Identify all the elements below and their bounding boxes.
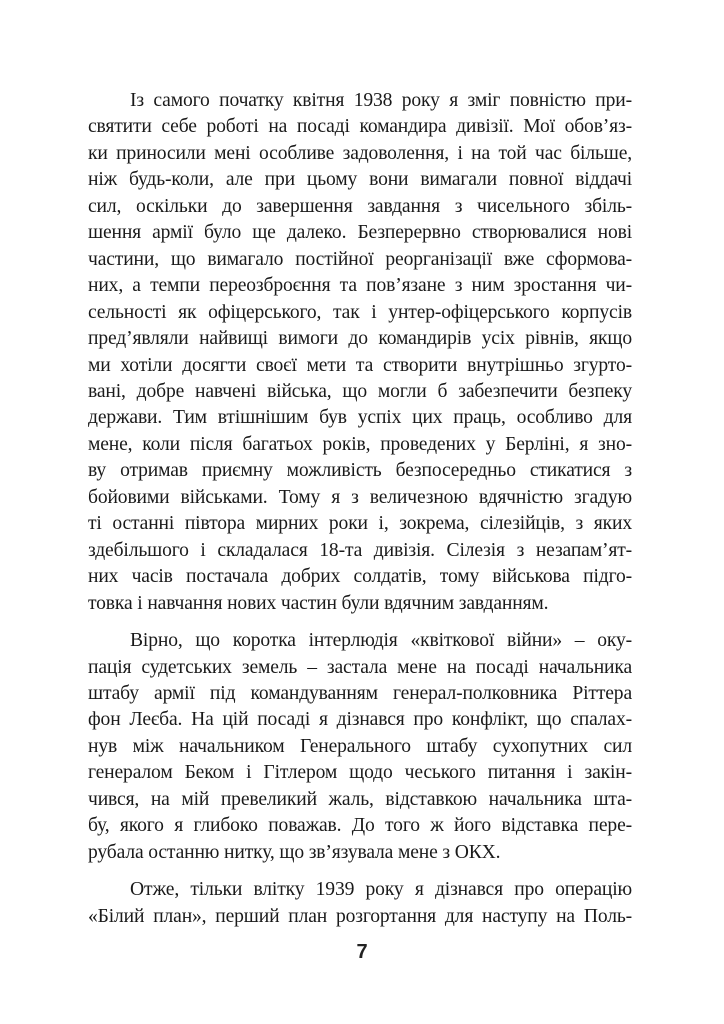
text-line: бу, якого я глибоко поважав. До того ж його відставка пере-: [88, 815, 632, 837]
text-line: штабу армії під командуванням генерал-полковника Ріттера: [88, 682, 632, 704]
paragraph-gap: [88, 866, 632, 877]
text-line: Із самого початку квітня 1938 року я зміг повністю при-: [130, 90, 632, 111]
paragraph: [88, 628, 632, 866]
text-line: бойовими військами. Тому я з величезною вдячністю згадую: [88, 486, 632, 508]
paragraph: [88, 88, 632, 617]
text-line: рубала останню нитку, що зв’язувала мене з ОКХ.: [88, 841, 501, 863]
text-line: пред’являли найвищі вимоги до командирів усіх рівнів, якщо: [88, 328, 632, 350]
text-line: фон Леєба. На цій посаді я дізнався про конфлікт, що спалах-: [88, 709, 632, 731]
text-line: ву отримав приємну можливість безпосередньо стикатися з: [88, 460, 632, 482]
text-line: товка і навчання нових частин були вдячним завданням.: [88, 592, 549, 614]
paragraph: [88, 877, 632, 930]
text-line: нув між начальником Генерального штабу сухопутних сил: [88, 735, 632, 757]
text-line: ки приносили мені особливе задоволення, і на той час більше,: [88, 142, 632, 164]
page-number: 7: [356, 941, 368, 963]
paragraph-gap: [88, 617, 632, 628]
text-line: генералом Беком і Гітлером щодо чеського питання і закін-: [88, 762, 632, 784]
text-line: «Білий план», перший план розгортання для наступу на Поль-: [88, 905, 632, 927]
text-line: сельності як офіцерського, так і унтер-офіцерського корпусів: [88, 301, 632, 323]
text-line: держави. Тим втішнішим був успіх цих праць, особливо для: [88, 407, 632, 429]
page-body: [88, 88, 632, 930]
text-line: них часів постачала добрих солдатів, тому військова підго-: [88, 566, 632, 588]
text-line: частини, що вимагало постійної реорганізації вже сформова-: [88, 248, 632, 270]
text-line: Вірно, що коротка інтерлюдія «квіткової війни» – оку-: [130, 630, 632, 652]
text-line: них, а темпи переозброєння та пов’язане з ним зростання чи-: [88, 275, 632, 297]
text-line: чився, на мій превеликий жаль, відставкою начальника шта-: [88, 788, 632, 810]
text-line: шення армії було ще далеко. Безперервно створювалися нові: [88, 222, 632, 244]
text-line: вані, добре навчені війська, що могли б забезпечити безпеку: [88, 380, 632, 402]
text-line: сил, оскільки до завершення завдання з чисельного збіль-: [88, 195, 632, 217]
text-line: ми хотіли досягти своєї мети та створити внутрішньо згурто-: [88, 354, 632, 376]
text-line: Отже, тільки влітку 1939 року я дізнався про операцію: [130, 879, 632, 901]
text-line: ніж будь-коли, але при цьому вони вимагали повної віддачі: [88, 169, 632, 191]
text-line: мене, коли після багатьох років, проведених у Берліні, я зно-: [88, 433, 632, 455]
text-line: ті останні півтора мирних роки і, зокрема, сілезійців, з яких: [88, 513, 632, 535]
text-line: пація судетських земель – застала мене на посаді начальника: [88, 656, 632, 678]
text-line: здебільшого і складалася 18-та дивізія. Сілезія з незапам’ят-: [88, 539, 632, 561]
text-line: святити себе роботі на посаді командира дивізії. Мої обов’яз-: [88, 116, 632, 138]
